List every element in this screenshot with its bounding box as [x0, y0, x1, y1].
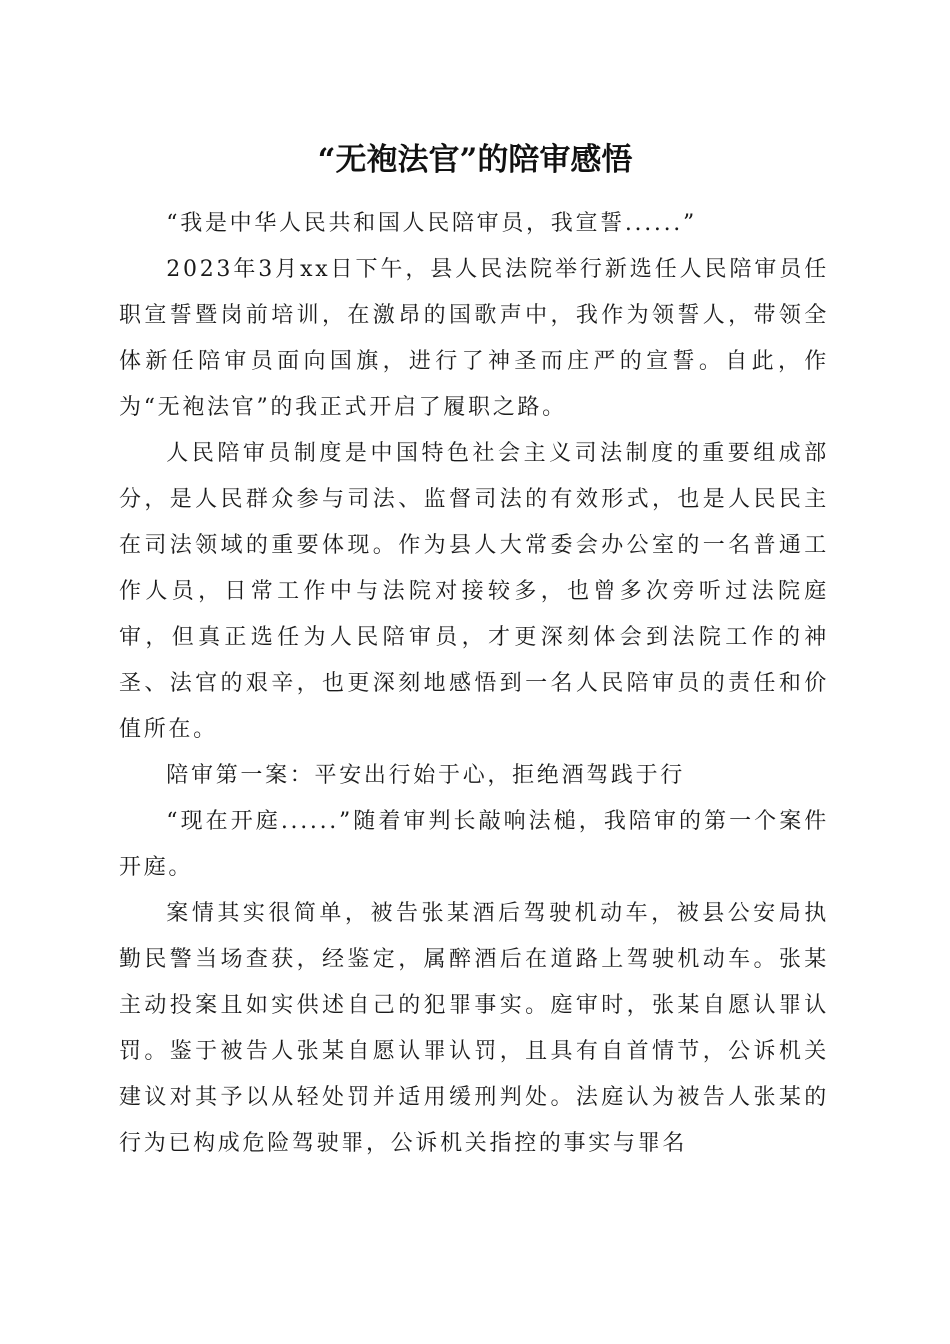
document-title: “无袍法官”的陪审感悟: [317, 142, 633, 178]
paragraph-juror-system: 人民陪审员制度是中国特色社会主义司法制度的重要组成部分，是人民群众参与司法、监督司法的有效形式，也是人民民主在司法领域的重要体现。作为县人大常委会办公室的一名普通工作人员，日常工作中与法院对接较多，也曾多次旁听过法院庭审，但真正选任为人民陪审员，才更深刻体会到法院工作的神圣、法官的艰辛，也更深刻地感悟到一名人民陪审员的责任和价值所在。: [119, 441, 829, 742]
paragraph-case-details: 案情其实很简单，被告张某酒后驾驶机动车，被县公安局执勤民警当场查获，经鉴定，属醉酒后在道路上驾驶机动车。张某主动投案且如实供述自己的犯罪事实。庭审时，张某自愿认罪认罚。鉴于被告人张某自愿认罪认罚，且具有自首情节，公诉机关建议对其予以从轻处罚并适用缓刑判处。法庭认为被告人张某的行为已构成危险驾驶罪，公诉机关指控的事实与罪名: [119, 901, 829, 1156]
paragraph-court-opening: “现在开庭......”随着审判长敲响法槌，我陪审的第一个案件开庭。: [119, 809, 829, 880]
paragraph-oath-quote: “我是中华人民共和国人民陪审员，我宣誓......”: [166, 211, 697, 236]
section-heading-first-case: 陪审第一案：平安出行始于心，拒绝酒驾践于行: [166, 763, 685, 788]
paragraph-swearing-in: 2023年3月xx日下午，县人民法院举行新选任人民陪审员任职宣誓暨岗前培训，在激昂的国歌声中，我作为领誓人，带领全体新任陪审员面向国旗，进行了神圣而庄严的宣誓。自此，作为“无袍法官”的我正式开启了履职之路。: [119, 257, 829, 420]
document-body: [119, 201, 829, 1167]
